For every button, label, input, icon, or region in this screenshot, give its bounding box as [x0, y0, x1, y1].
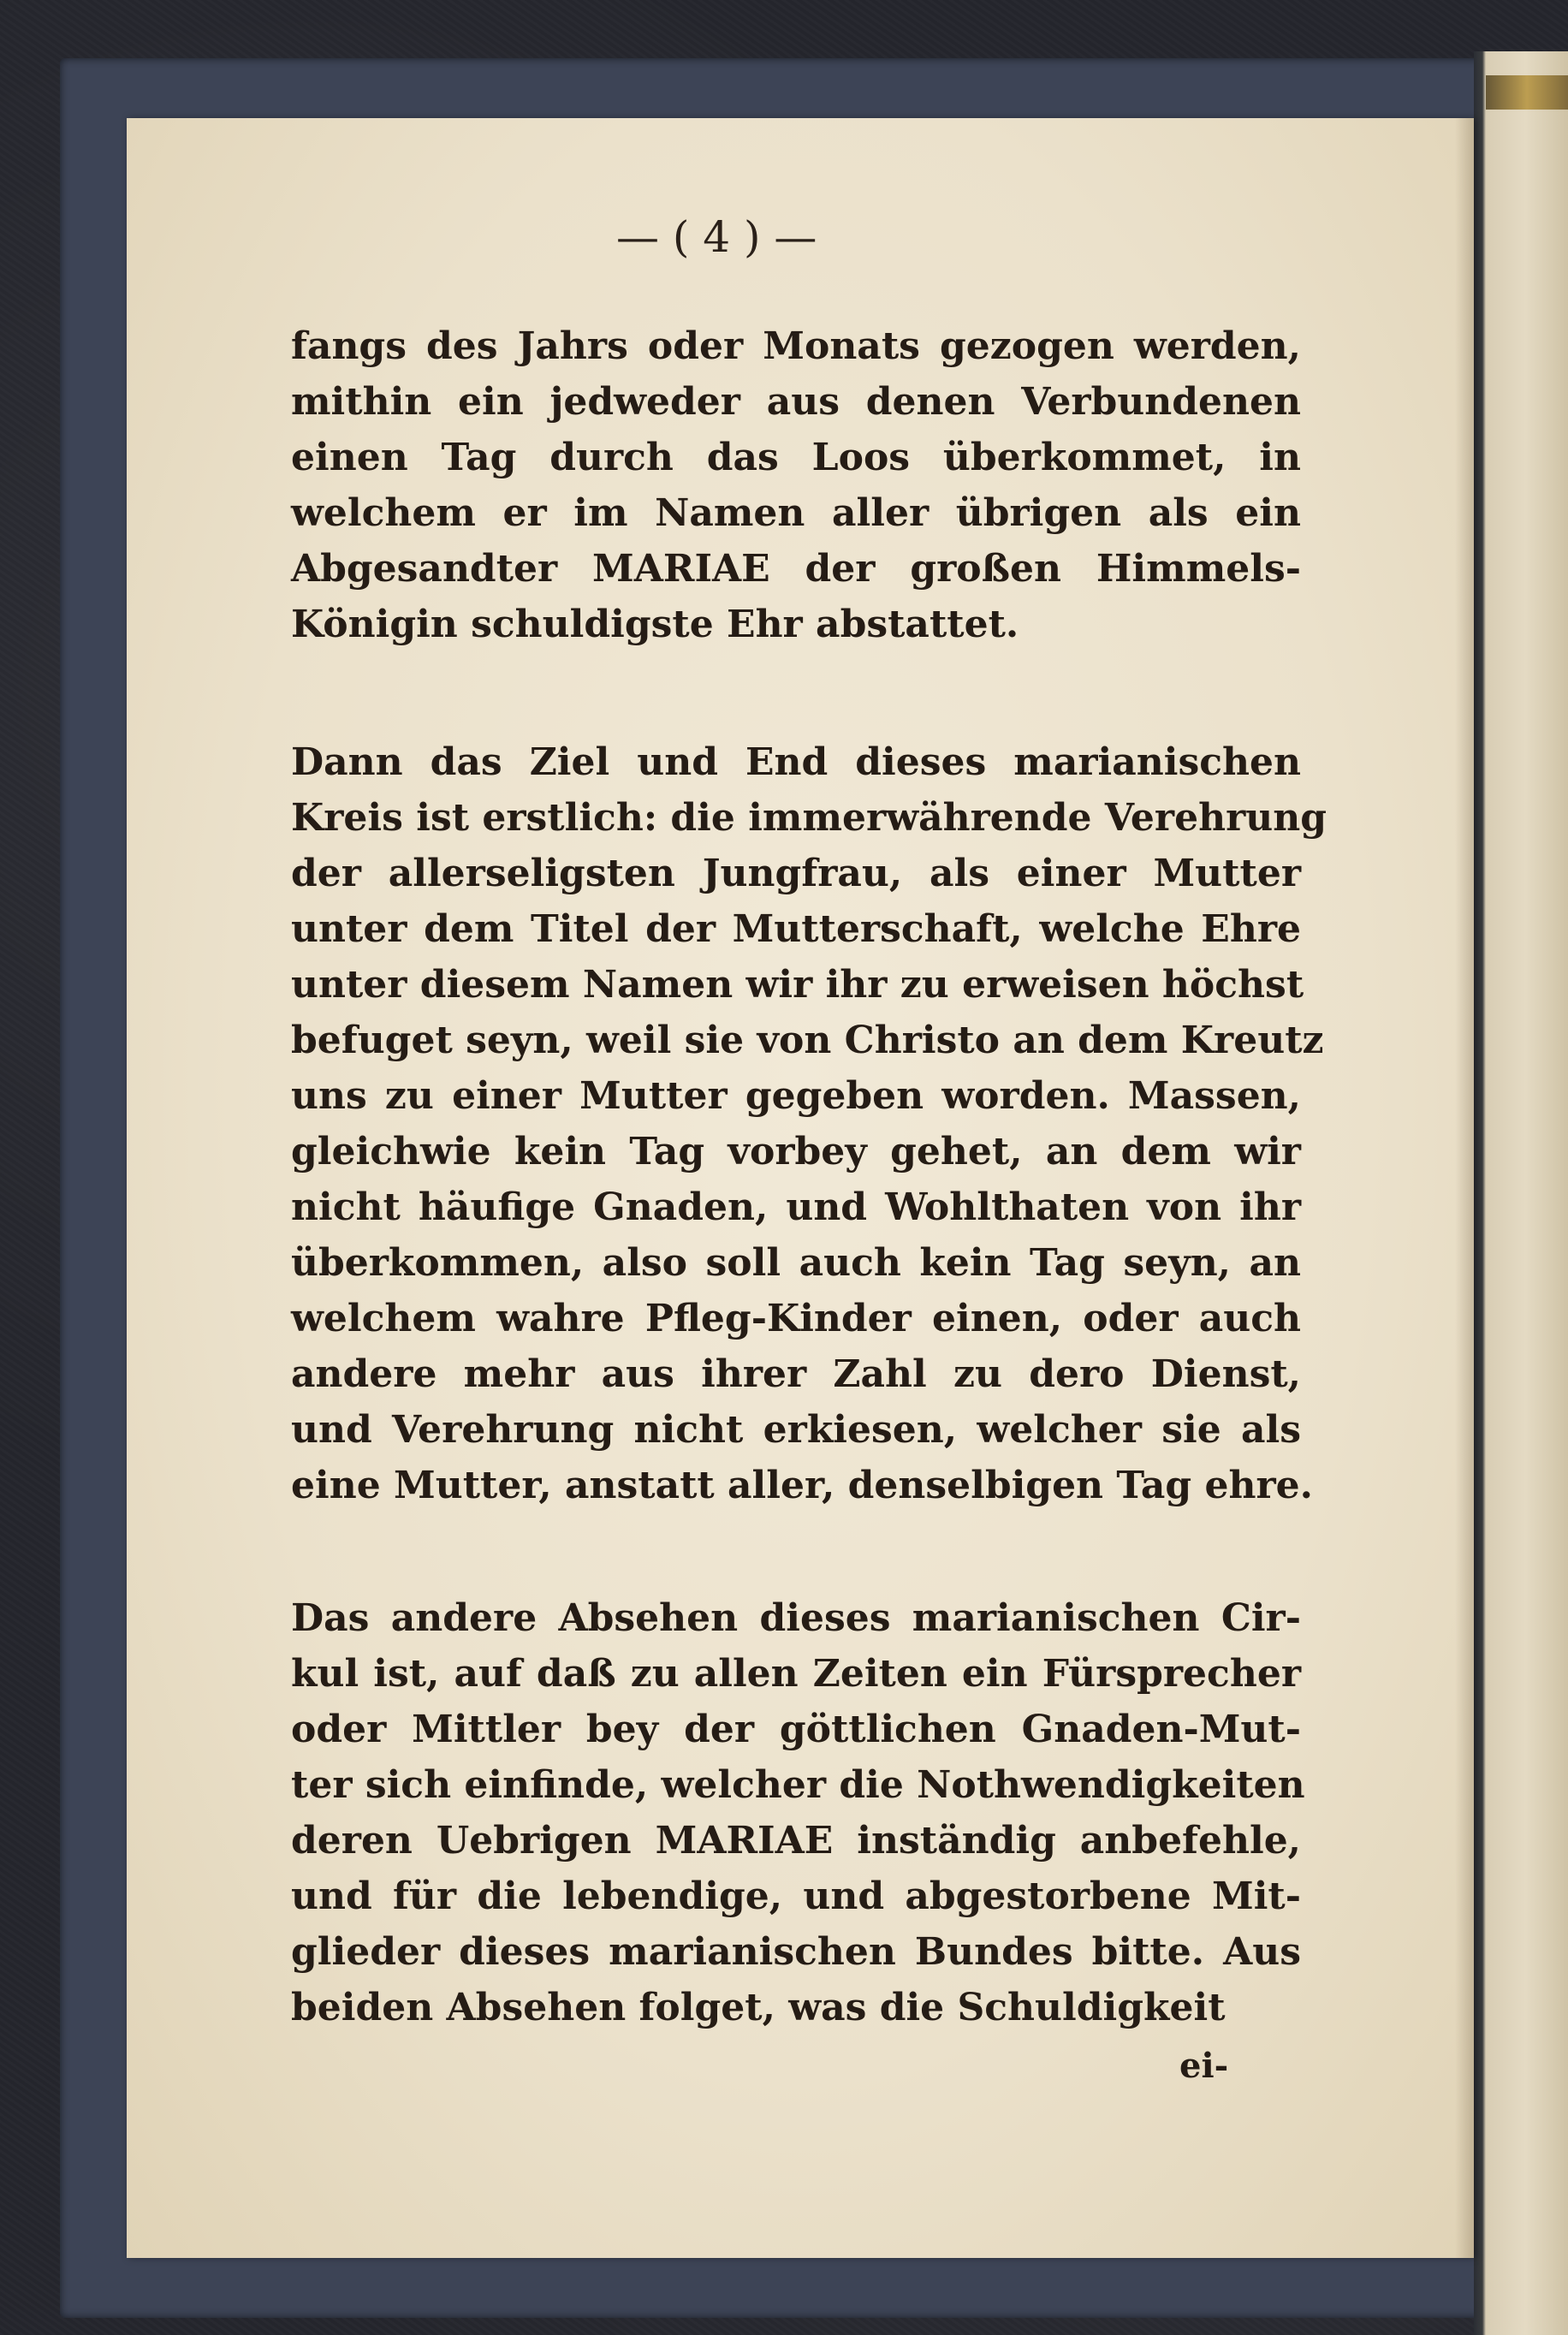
- text-line: welchem wahre Pfleg-Kinder einen, oder auch: [291, 1297, 1301, 1340]
- text-line: nicht häufige Gnaden, und Wohlthaten von ihr: [291, 1185, 1301, 1229]
- text-line: ter sich einfinde, welcher die Nothwendigkeiten: [291, 1763, 1305, 1807]
- text-line: oder Mittler bey der göttlichen Gnaden-Mut-: [291, 1708, 1301, 1751]
- text-line: fangs des Jahrs oder Monats gezogen werden,: [291, 324, 1301, 368]
- text-line: uns zu einer Mutter gegeben worden. Massen,: [291, 1074, 1301, 1118]
- text-line: und für die lebendige, und abgestorbene Mit-: [291, 1875, 1301, 1918]
- text-line: Das andere Absehen dieses marianischen Cir-: [291, 1596, 1301, 1640]
- text-line: Dann das Ziel und End dieses marianischen: [291, 740, 1301, 784]
- text-line: einen Tag durch das Loos überkommet, in: [291, 436, 1301, 479]
- text-line: und Verehrung nicht erkiesen, welcher sie als: [291, 1408, 1301, 1452]
- text-line: unter diesem Namen wir ihr zu erweisen höchst: [291, 963, 1304, 1007]
- text-line: andere mehr aus ihrer Zahl zu dero Dienst,: [291, 1352, 1301, 1396]
- page-number-header: — ( 4 ) —: [616, 212, 817, 262]
- text-line: gleichwie kein Tag vorbey gehet, an dem wir: [291, 1130, 1301, 1173]
- gilt-edge: [1486, 75, 1568, 110]
- page-gutter-shadow: [1455, 118, 1474, 2258]
- text-line: unter dem Titel der Mutterschaft, welche Ehre: [291, 907, 1301, 951]
- text-line: Abgesandter MARIAE der großen Himmels-: [291, 547, 1301, 591]
- text-line: kul ist, auf daß zu allen Zeiten ein Fürsprecher: [291, 1652, 1301, 1696]
- paragraph-3: [291, 1590, 1305, 2035]
- text-line: Königin schuldigste Ehr abstattet.: [291, 603, 1019, 646]
- text-line: glieder dieses marianischen Bundes bitte. Aus: [291, 1930, 1301, 1974]
- catchword: ei-: [1179, 2046, 1229, 2086]
- paragraph-1: [291, 318, 1301, 652]
- next-pages-edge: [1474, 51, 1568, 2335]
- text-line: Kreis ist erstlich: die immerwährende Verehrung: [291, 796, 1327, 840]
- text-line: mithin ein jedweder aus denen Verbundenen: [291, 380, 1301, 424]
- paragraph-2: [291, 734, 1327, 1513]
- text-line: welchem er im Namen aller übrigen als ein: [291, 491, 1301, 535]
- text-line: überkommen, also soll auch kein Tag seyn, an: [291, 1241, 1301, 1285]
- text-line: der allerseligsten Jungfrau, als einer Mutter: [291, 852, 1301, 895]
- text-line: beiden Absehen folget, was die Schuldigkeit: [291, 1986, 1226, 2029]
- text-line: eine Mutter, anstatt aller, denselbigen Tag ehre.: [291, 1464, 1313, 1507]
- text-line: deren Uebrigen MARIAE inständig anbefehle,: [291, 1819, 1301, 1863]
- text-line: befuget seyn, weil sie von Christo an dem Kreutz: [291, 1019, 1324, 1062]
